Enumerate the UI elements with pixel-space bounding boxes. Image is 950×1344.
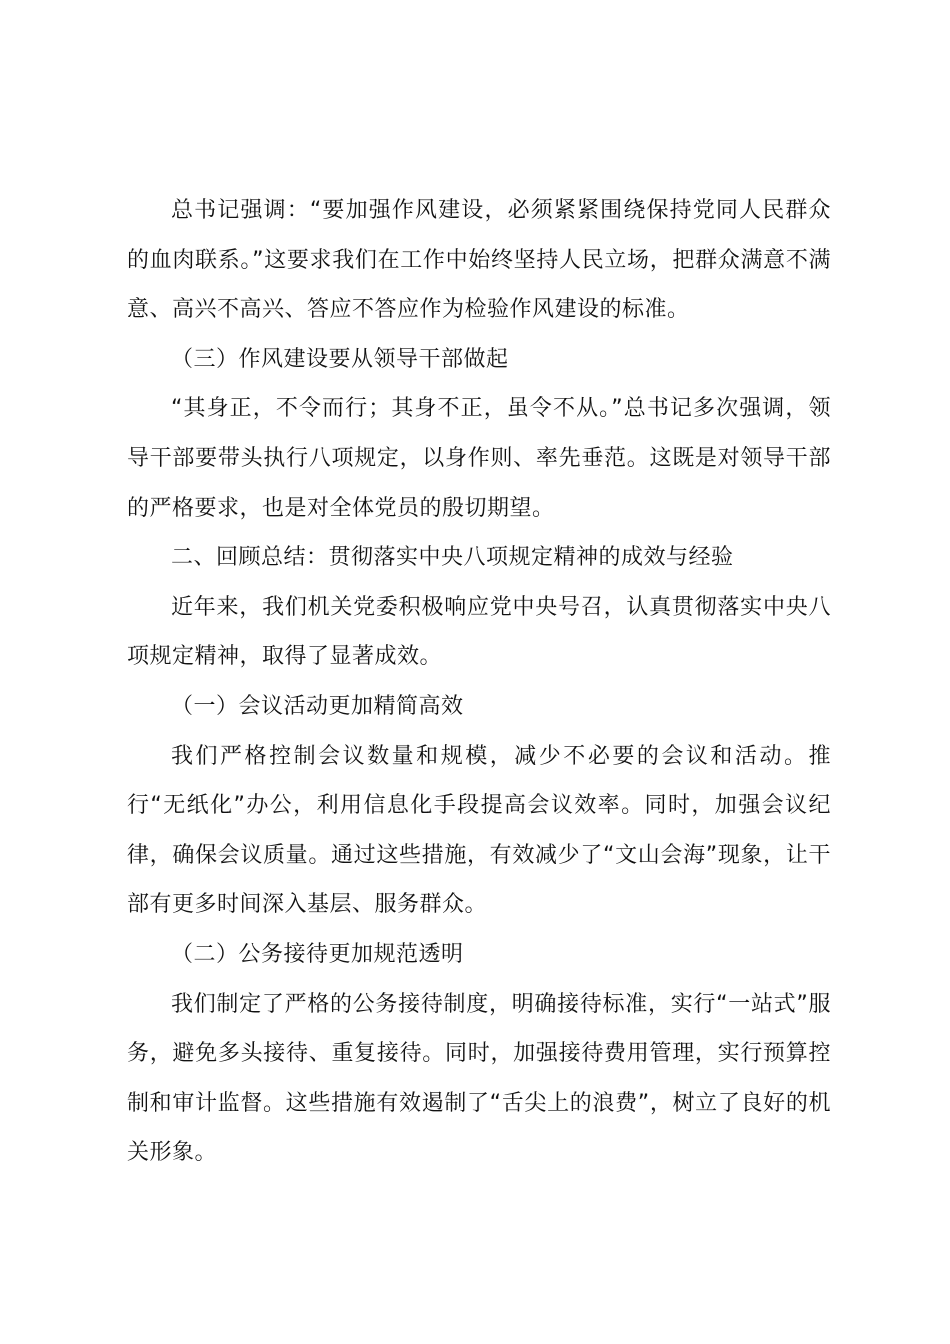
paragraph-meetings: 我们严格控制会议数量和规模，减少不必要的会议和活动。推行“无纸化”办公，利用信息化手段提高会议效率。同时，加强会议纪律，确保会议质量。通过这些措施，有效减少了“文山会海”现象，让干部有更多时间深入基层、服务群众。 bbox=[127, 743, 831, 918]
paragraph-party-style-people: 总书记强调：“要加强作风建设，必须紧紧围绕保持党同人民群众的血肉联系。”这要求我们在工作中始终坚持人民立场，把群众满意不满意、高兴不高兴、答应不答应作为检验作风建设的标准。 bbox=[127, 198, 831, 323]
paragraph-lead-by-example: “其身正，不令而行；其身不正，虽令不从。”总书记多次强调，领导干部要带头执行八项规定，以身作则、率先垂范。这既是对领导干部的严格要求，也是对全体党员的殷切期望。 bbox=[127, 396, 831, 521]
heading-review-summary: 二、回顾总结：贯彻落实中央八项规定精神的成效与经验 bbox=[171, 545, 734, 571]
paragraph-reception: 我们制定了严格的公务接待制度，明确接待标准，实行“一站式”服务，避免多头接待、重复接待。同时，加强接待费用管理，实行预算控制和审计监督。这些措施有效遏制了“舌尖上的浪费”，树立了良好的机关形象。 bbox=[127, 991, 831, 1166]
paragraph-achievements: 近年来，我们机关党委积极响应党中央号召，认真贯彻落实中央八项规定精神，取得了显著成效。 bbox=[127, 594, 831, 670]
heading-leaders-first: （三）作风建设要从领导干部做起 bbox=[171, 346, 509, 372]
document-body bbox=[127, 186, 831, 1178]
heading-meetings-efficient: （一）会议活动更加精简高效 bbox=[171, 693, 464, 719]
heading-reception-standard: （二）公务接待更加规范透明 bbox=[171, 941, 464, 967]
